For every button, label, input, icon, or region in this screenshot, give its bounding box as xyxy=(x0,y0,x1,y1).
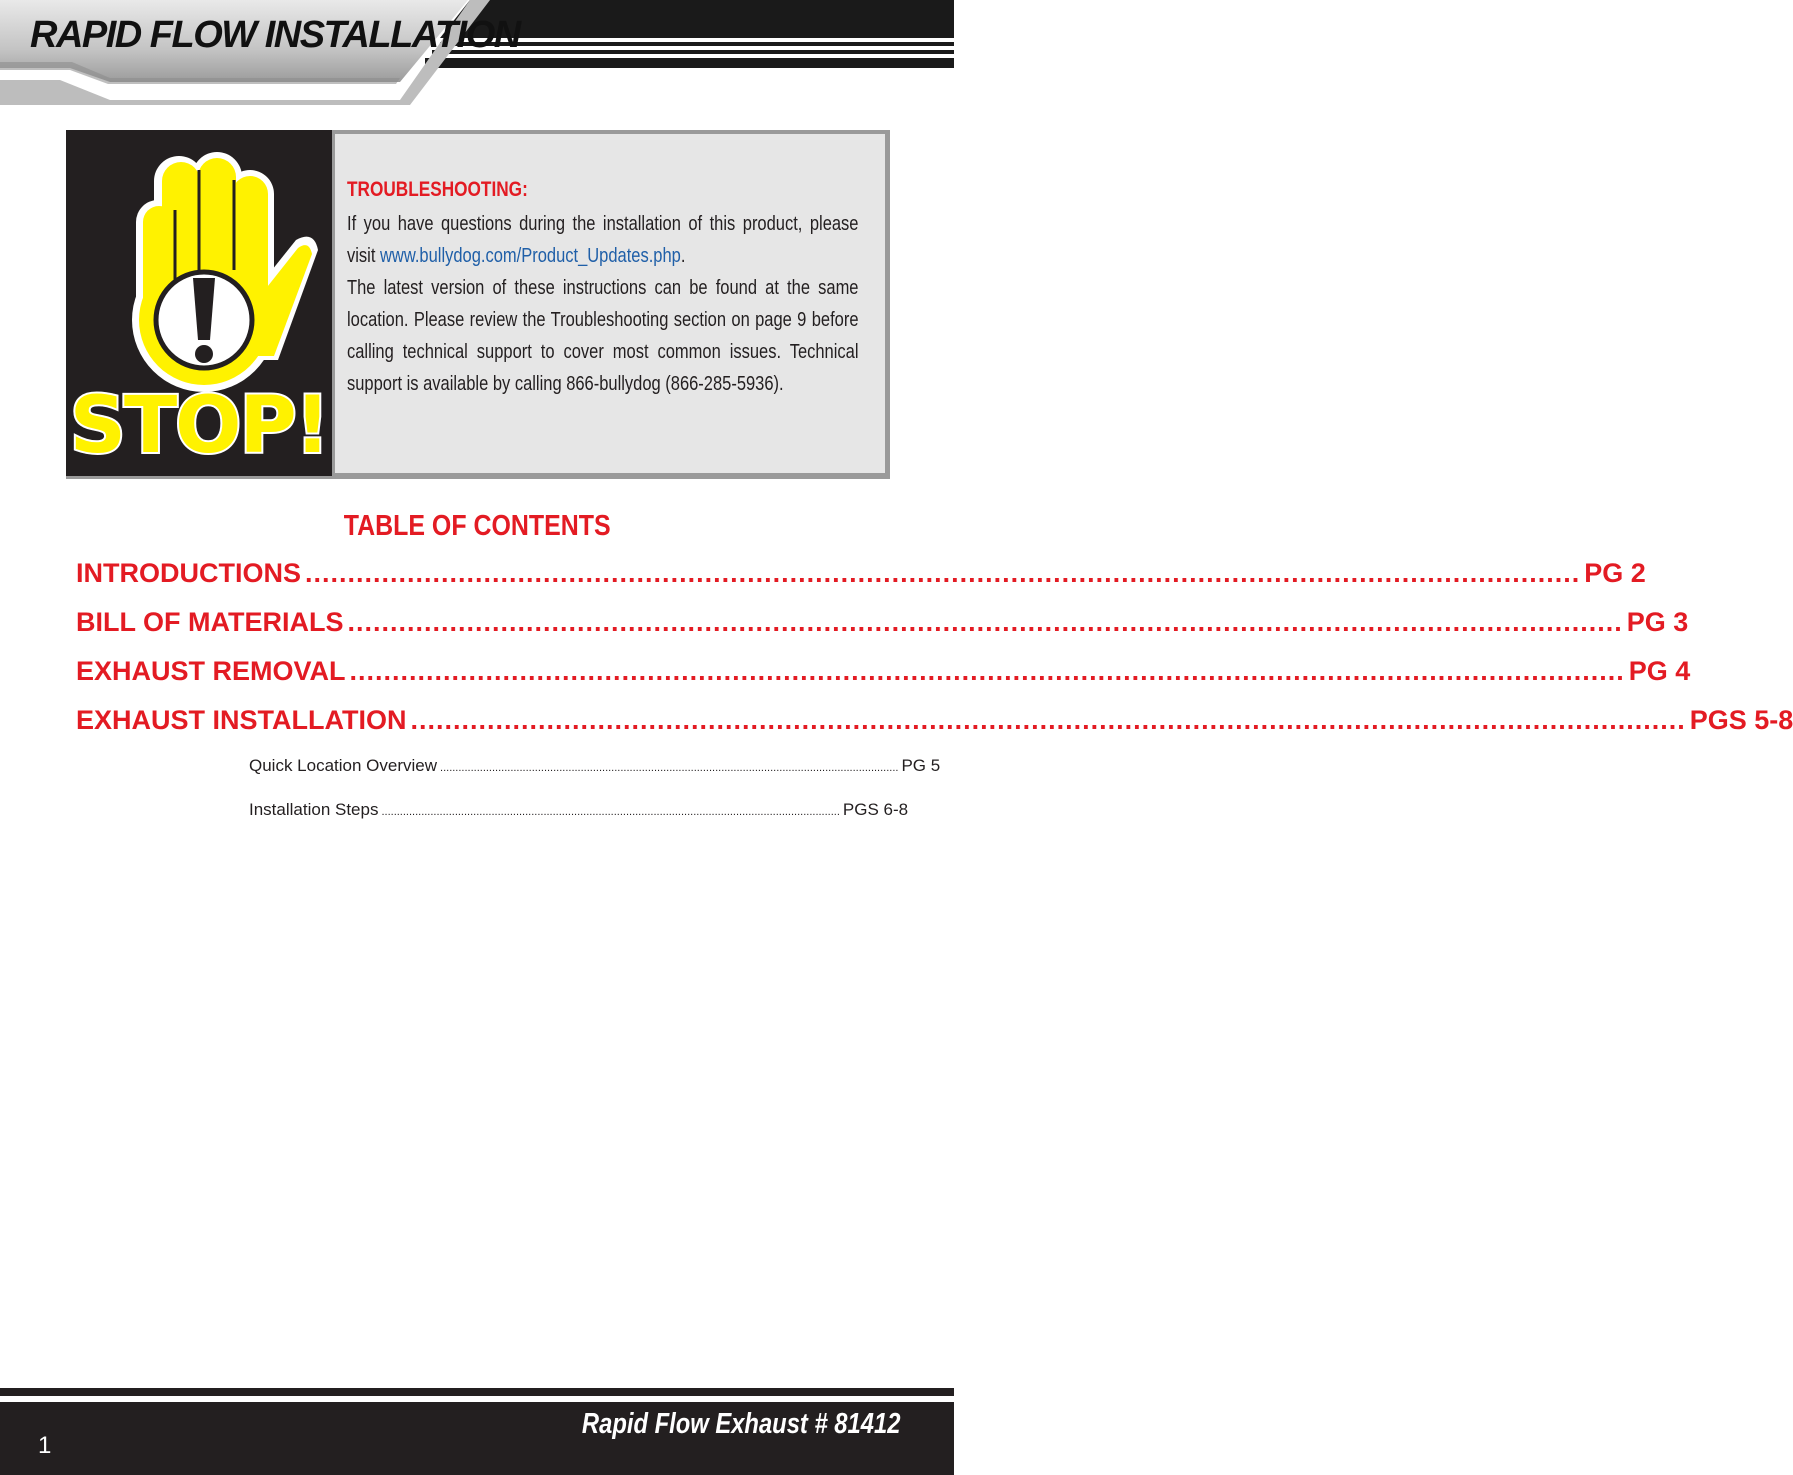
page-number: 1 xyxy=(38,1432,52,1459)
toc-entry-introductions[interactable] xyxy=(76,558,1646,589)
toc-subentry-label: Installation Steps xyxy=(249,800,379,819)
header-title: RAPID FLOW INSTALLATION xyxy=(30,14,520,56)
toc-dot-leader: ...................................................................................................................................................... xyxy=(440,762,899,774)
toc-dot-leader: ...................................................................................................................................................... xyxy=(305,558,1581,588)
toc-entry-label: EXHAUST INSTALLATION xyxy=(76,705,407,735)
troubleshooting-body xyxy=(347,208,859,400)
troubleshooting-paragraph-1 xyxy=(347,208,859,272)
toc-entry-page: PG 2 xyxy=(1584,558,1646,588)
stop-sign-text: STOP! xyxy=(69,381,329,471)
toc-entry-label: INTRODUCTIONS xyxy=(76,558,301,588)
toc-entry-bill-of-materials[interactable] xyxy=(76,607,1689,638)
toc-entry-exhaust-removal[interactable] xyxy=(76,656,1691,687)
page-footer xyxy=(0,1388,954,1475)
paragraph-1-suffix: . xyxy=(680,245,686,267)
troubleshooting-paragraph-2: The latest version of these instructions can be found at the same location. Please review the Troubleshooting section on page 9 before calling technical support to cover most common issues. Technical support is available by calling 866-bullydog (866-285-5936). xyxy=(347,277,859,395)
toc-entry-page: PG 3 xyxy=(1626,607,1689,637)
toc-entry-label: EXHAUST REMOVAL xyxy=(76,656,346,686)
toc-title-text: TABLE OF CONTENTS xyxy=(343,510,611,542)
toc-subentry-quick-location-overview[interactable] xyxy=(249,756,941,776)
stop-hand-icon xyxy=(66,130,332,476)
toc-entry-exhaust-installation[interactable] xyxy=(76,705,1793,736)
footer-title-text: Rapid Flow Exhaust # 81412 xyxy=(581,1408,900,1440)
stop-sign-panel xyxy=(66,130,332,476)
troubleshooting-panel xyxy=(335,134,885,473)
toc-title xyxy=(0,510,954,543)
troubleshooting-callout xyxy=(66,130,890,479)
product-updates-link[interactable]: www.bullydog.com/Product_Updates.php xyxy=(380,245,681,267)
toc-dot-leader: ...................................................................................................................................................... xyxy=(410,705,1686,735)
toc-dot-leader: ...................................................................................................................................................... xyxy=(349,656,1625,686)
footer-title xyxy=(512,1408,900,1441)
toc-subentry-installation-steps[interactable] xyxy=(249,800,909,820)
toc-subentry-page: PG 5 xyxy=(901,756,941,775)
toc-entry-page: PGS 5-8 xyxy=(1689,705,1793,735)
toc-subentry-page: PGS 6-8 xyxy=(842,800,909,819)
toc-subentry-label: Quick Location Overview xyxy=(249,756,438,775)
toc-dot-leader: ...................................................................................................................................................... xyxy=(381,806,840,818)
paragraph-1-text: If you have questions during the installation of this product, please visit xyxy=(347,213,859,267)
footer-rule xyxy=(0,1388,954,1396)
toc-entry-label: BILL OF MATERIALS xyxy=(76,607,344,637)
toc-entry-page: PG 4 xyxy=(1628,656,1691,686)
toc-dot-leader: ...................................................................................................................................................... xyxy=(347,607,1623,637)
page-header xyxy=(0,0,954,105)
troubleshooting-heading: TROUBLESHOOTING: xyxy=(347,178,528,201)
